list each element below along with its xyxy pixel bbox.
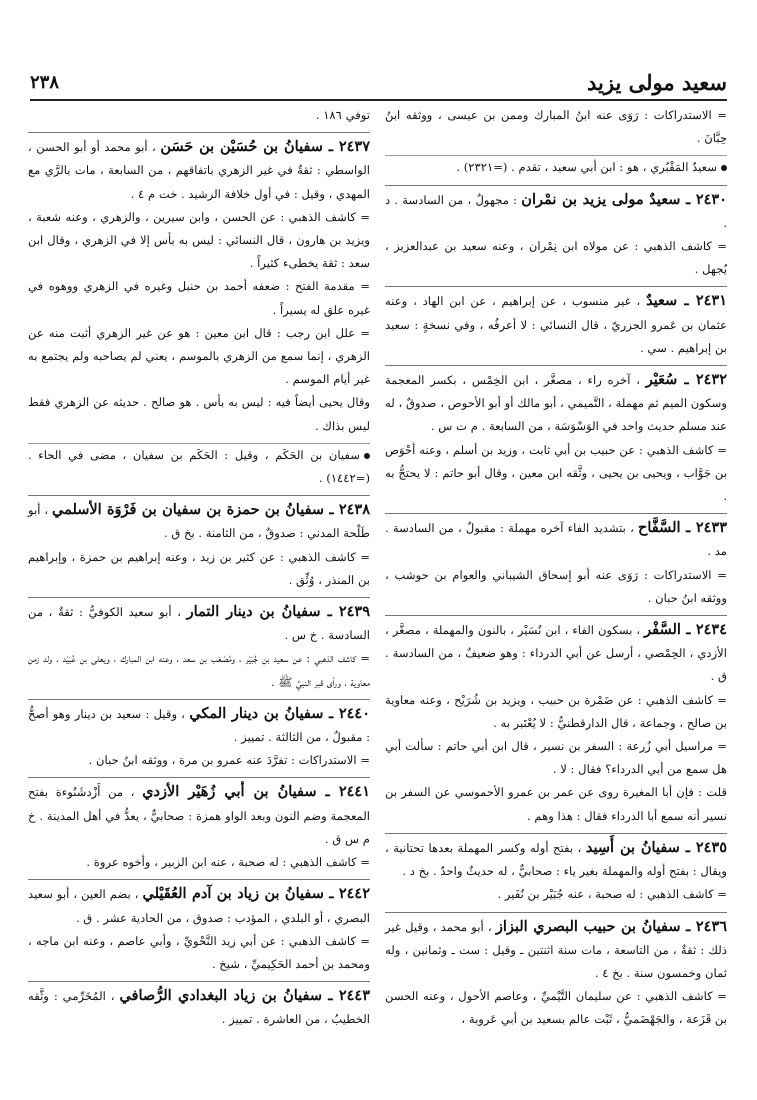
paragraph-text: ، أبو سعيد الكوفيُّ : ثقةٌ ، من السادسة . خ س .	[28, 605, 370, 643]
paragraph-text: = مراسيل أبي زُرعة : السفر بن نسير ، قال ابن أبي حاتم : سألت أبي هل سمع من أبي الدرداء؟ فقال : لا .	[385, 739, 727, 777]
paragraph	[385, 689, 727, 735]
biography-entry	[385, 185, 727, 235]
header-rule	[30, 99, 727, 101]
cross-reference	[28, 443, 370, 490]
entry-heading: ٢٤٣٠ ـ سعيدٌ مولى يزيد بن نمْران	[521, 190, 727, 208]
entry-heading: ٢٤٣١ ـ سعيدٌ	[646, 292, 727, 310]
paragraph	[385, 985, 727, 1031]
entry-heading: ٢٤٣٧ ـ سفيانُ بن حُسَيْن بن حَسَن	[160, 138, 370, 156]
paragraph-text: ، وقيل : سعيد بن دينار وهو أصحُّ : مقبولٌ ، من الثالثة . تمييز .	[28, 706, 370, 745]
paragraph	[385, 781, 727, 827]
paragraph-text: = كاشف الذهبي : عن أبي زيد النَّحْويِّ ، وأبي عاصم ، وعنه ابن ماجه ، ومحمد بن أحمد الحَكِيميِّ ، شيخ .	[28, 933, 370, 971]
paragraph-text: ، آخره راء ، مصغَّر ، ابن الخِمْس ، بكسر المعجمة وسكون الميم ثم مهملة ، التَّميمي ، أبو مالك أو أبو الأحوص ، صدوقٌ ، له عند مسلم حديث واحد في الوَسْوَسَة ، من السابعة . م ت س .	[385, 373, 727, 434]
paragraph	[28, 749, 370, 772]
paragraph-text: وقال يحيى أيضاً فيه : ليس به بأس . هو صالح . حديثه عن الزهري فقط ليس بذاك .	[28, 395, 370, 433]
entry-heading: ٢٤٤٠ ـ سفيانُ بن دينار المكي	[189, 704, 371, 722]
paragraph	[28, 322, 370, 392]
paragraph-text: ، أبو محمد ، وقيل غير ذلك : ثقةٌ ، من التاسعة ، مات سنة اثنتين ـ وقيل : ست ـ وثمانين ، وله ثمان وخمسون سنة . بخ ٤ .	[385, 919, 727, 980]
paragraph-text: ، أبو محمد أو أبو الحسن ، الواسطي : ثقةٌ في غير الزهري باتفاقهم ، من السابعة ، مات بالرَّي مع المهدي ، وقيل : في أول خلافة الرشيد . خت م ٤ .	[28, 140, 370, 201]
biography-entry	[28, 132, 370, 206]
biography-entry	[28, 777, 370, 851]
entry-heading: ٢٤٣٩ ـ سفيانُ بن دينار التمار	[186, 603, 370, 621]
biography-entry	[385, 365, 727, 439]
paragraph	[385, 439, 727, 509]
paragraph	[385, 564, 727, 610]
entry-heading: ٢٤٣٣ ـ السَّفَّاح	[638, 519, 727, 537]
paragraph-text: ، المُخَرِّمي : وثَّقه الخطيبُ ، من العاشرة . تمييز .	[28, 989, 370, 1027]
paragraph	[385, 735, 727, 781]
entry-heading: ٢٤٣٤ ـ السَّفْر	[644, 621, 728, 639]
paragraph-text: = كاشف الذهبي : عن كثير بن زيد ، وعنه إبراهيم بن حمزة ، وإبراهيم بن المنذر ، وُثِّق .	[28, 549, 370, 587]
paragraph-text: سفيان بن الحَكَم ، وقيل : الحَكَم بن سفيان ، مضى في الحاء . (=١٤٤٢) .	[28, 447, 370, 486]
paragraph-text: = كاشف الذهبي : عن ضَمْرة بن حبيب ، ويزيد بن شُرَيْح ، وعنه معاوية بن صالح ، وجماعة ، قال الدارقطنيُّ : لا يُعْتَبر به .	[385, 692, 727, 730]
biography-entry	[28, 597, 370, 647]
biography-entry	[28, 981, 370, 1031]
paragraph	[28, 930, 370, 976]
cross-reference	[385, 155, 727, 179]
paragraph-text: ، بسكون الفاء ، ابن نُسَيْر ، بالنون والمهملة ، مصغَّر ، الأزدي ، الحِمْصي ، أرسل عن أبي الدرداء : وهو ضعيفٌ ، من السادسة . ق .	[385, 623, 727, 684]
paragraph-text: ، بفتح أوله وكسر المهملة بعدها تحتانية ، ويقال : بفتح أوله والمهملة بغير ياء : صحابيٌّ ، له حديثٌ واحدٌ . بخ د .	[385, 840, 727, 879]
paragraph-text: = علل ابن رجب : قال ابن معين : هو عن غير الزهري أثبت منه عن الزهري ، إنما سمع من الزهري بالموسم ، يعني لم يصاحبه ولم يجتمع به غير أيام الموسم .	[28, 325, 370, 387]
bullet-icon	[364, 453, 370, 459]
paragraph-text: = كاشف الذهبي : عن حبيب بن أبي ثابت ، وزيد بن أسلم ، وعنه أحْوَص بن جَوَّاب ، ويحيى بن يحيى ، وثَّقه ابن معين ، وقال أبو حاتم : لا يحتجُّ به .	[385, 442, 727, 504]
paragraph-text: : مجهولٌ ، من السادسة . د .	[385, 192, 727, 230]
paragraph	[28, 851, 370, 874]
biography-entry	[28, 879, 370, 929]
paragraph	[28, 206, 370, 276]
paragraph-text: سعيدٌ المَقْبُري ، هو : ابن أبي سعيد ، تقدم . (=٢٣٢١) .	[456, 160, 717, 175]
paragraph-text: توفي ١٨٦ .	[315, 108, 370, 122]
biography-entry	[28, 495, 370, 545]
paragraph	[385, 235, 727, 281]
entry-heading: ٢٤٤٢ ـ سفيانُ بن زياد بن آدم العُقَيْلي	[142, 885, 371, 903]
bullet-icon	[721, 165, 727, 171]
paragraph-text: ، من أَزْدشَنُوءة بفتح المعجمة وضم النون وبعد الواو همزة : صحابيٌّ ، يعدُّ في أهل المدينة . خ م س ق .	[28, 785, 370, 846]
paragraph-text: ، بتشديد الفاء آخره مهملة : مقبولٌ ، من السادسة . مد .	[385, 521, 727, 559]
biography-entry	[385, 286, 727, 360]
paragraph	[385, 883, 727, 906]
paragraph-text: = كاشف الذهبي : له صحبة ، عنه ابن الزبير ، وأخوه عروة .	[86, 855, 370, 870]
paragraph	[28, 275, 370, 321]
paragraph	[28, 546, 370, 592]
paragraph-text: = مقدمة الفتح : ضعفه أحمد بن حنبل وغيره في الزهري ووهوه في غيره علق له يسيراً .	[28, 279, 370, 317]
right-column	[385, 104, 727, 1032]
biography-entry	[28, 699, 370, 749]
paragraph	[28, 104, 370, 127]
entry-heading: ٢٤٣٢ ـ سُعَيْر	[645, 371, 727, 389]
paragraph-text: = كاشف الذهبي : عن مولاه ابن نِمْران ، وعنه سعيد بن عبدالعزيز ، يُجهل .	[385, 239, 727, 277]
paragraph-text: قلت : فإن أبا المغيرة روى عن عمر بن عمرو الأحموسي عن السفر بن نسير أنه سمع أبا الدرداء فقال : هذا وهم .	[385, 785, 727, 823]
paragraph-text: = كاشف الذهبي : عن سعيد بن جُبَيْر ، ومُصْعَب بن سعد ، وعنه ابن المبارك ، ويعلى بن عُبَيْد ، ولد زمن معاوية ، ورأى قبر النبيِّ ﷺ .	[28, 651, 370, 689]
entry-heading: ٢٤٤١ ـ سفيانُ بن أبي زُهَيْر الأزدي	[142, 783, 370, 801]
biography-entry	[385, 513, 727, 563]
paragraph-text: = الاستدراكات : رَوَى عنه ابنُ المبارك وممن بن عيسى ، ووثقه ابنُ حِبَّانَ .	[385, 108, 727, 146]
running-title: سعيد مولى يزيد	[586, 70, 727, 95]
entry-heading: ٢٤٣٥ ـ سفيانُ بن أَسِيد	[585, 838, 727, 856]
page-number: ٢٣٨	[30, 72, 60, 93]
biography-entry	[385, 615, 727, 689]
paragraph-text: = كاشف الذهبي : عن الحسن ، وابن سيرين ، والزهري ، وعنه شعبة ، ويزيد بن هارون ، قال النسائي : ليس به بأس إلا في الزهري ، وقال ابن سعد : ثقة يخطىء كثيراً .	[28, 209, 370, 271]
paragraph-text: ، بضم العين ، أبو سعيد البصري ، أو البلدي ، المؤدب : صدوق ، من الحادية عشر . ق .	[28, 887, 370, 925]
paragraph-text: = كاشف الذهبي : له صحبة ، عنه جُبَيْر بن نُفَير .	[497, 887, 727, 902]
page-header	[30, 70, 727, 102]
biography-entry	[385, 833, 727, 883]
paragraph-text: = الاستدراكات : رَوَى عنه أبو إسحاق الشيباني والعوام بن حوشب ، ووثقه ابنُ حبان .	[385, 567, 727, 605]
entry-heading: ٢٤٤٣ ـ سفيانُ بن زياد البغدادي الرُّصافي	[119, 987, 370, 1005]
left-column	[28, 104, 370, 1032]
entry-heading: ٢٤٣٨ ـ سفيانُ بن حمزة بن سفيان بن فَرْوَة الأسلمي	[51, 501, 370, 519]
entry-heading: ٢٤٣٦ ـ سفيانُ بن حبيب البصري البزاز	[495, 917, 727, 935]
paragraph	[28, 647, 370, 693]
paragraph-text: ، أبو طَلْحة المدني : صدوقٌ ، من الثامنة . بخ ق .	[28, 503, 370, 541]
biography-entry	[385, 912, 727, 986]
paragraph	[385, 104, 727, 150]
paragraph-text: ، غير منسوب ، عن إبراهيم ، عن ابن الهاد ، وعنه عثمان بن عَمرو الجزريّ ، قال النسائي : لا أعرفُه ، وفي نسخةٍ : سعيد بن إبراهيم . سي .	[385, 294, 727, 355]
paragraph-text: = الاستدراكات : تفرَّدَ عنه عمرو بن مرة ، ووثقه ابنُ حبان .	[88, 753, 370, 768]
paragraph	[28, 391, 370, 437]
paragraph-text: = كاشف الذهبي : عن سليمان التَّيْميِّ ، وعاصم الأحول ، وعنه الحسن بن قَزَعة ، والجَهْضَميُّ ، ثَبْت عالم بسعيد بن أبي عَروبة ،	[385, 989, 727, 1027]
